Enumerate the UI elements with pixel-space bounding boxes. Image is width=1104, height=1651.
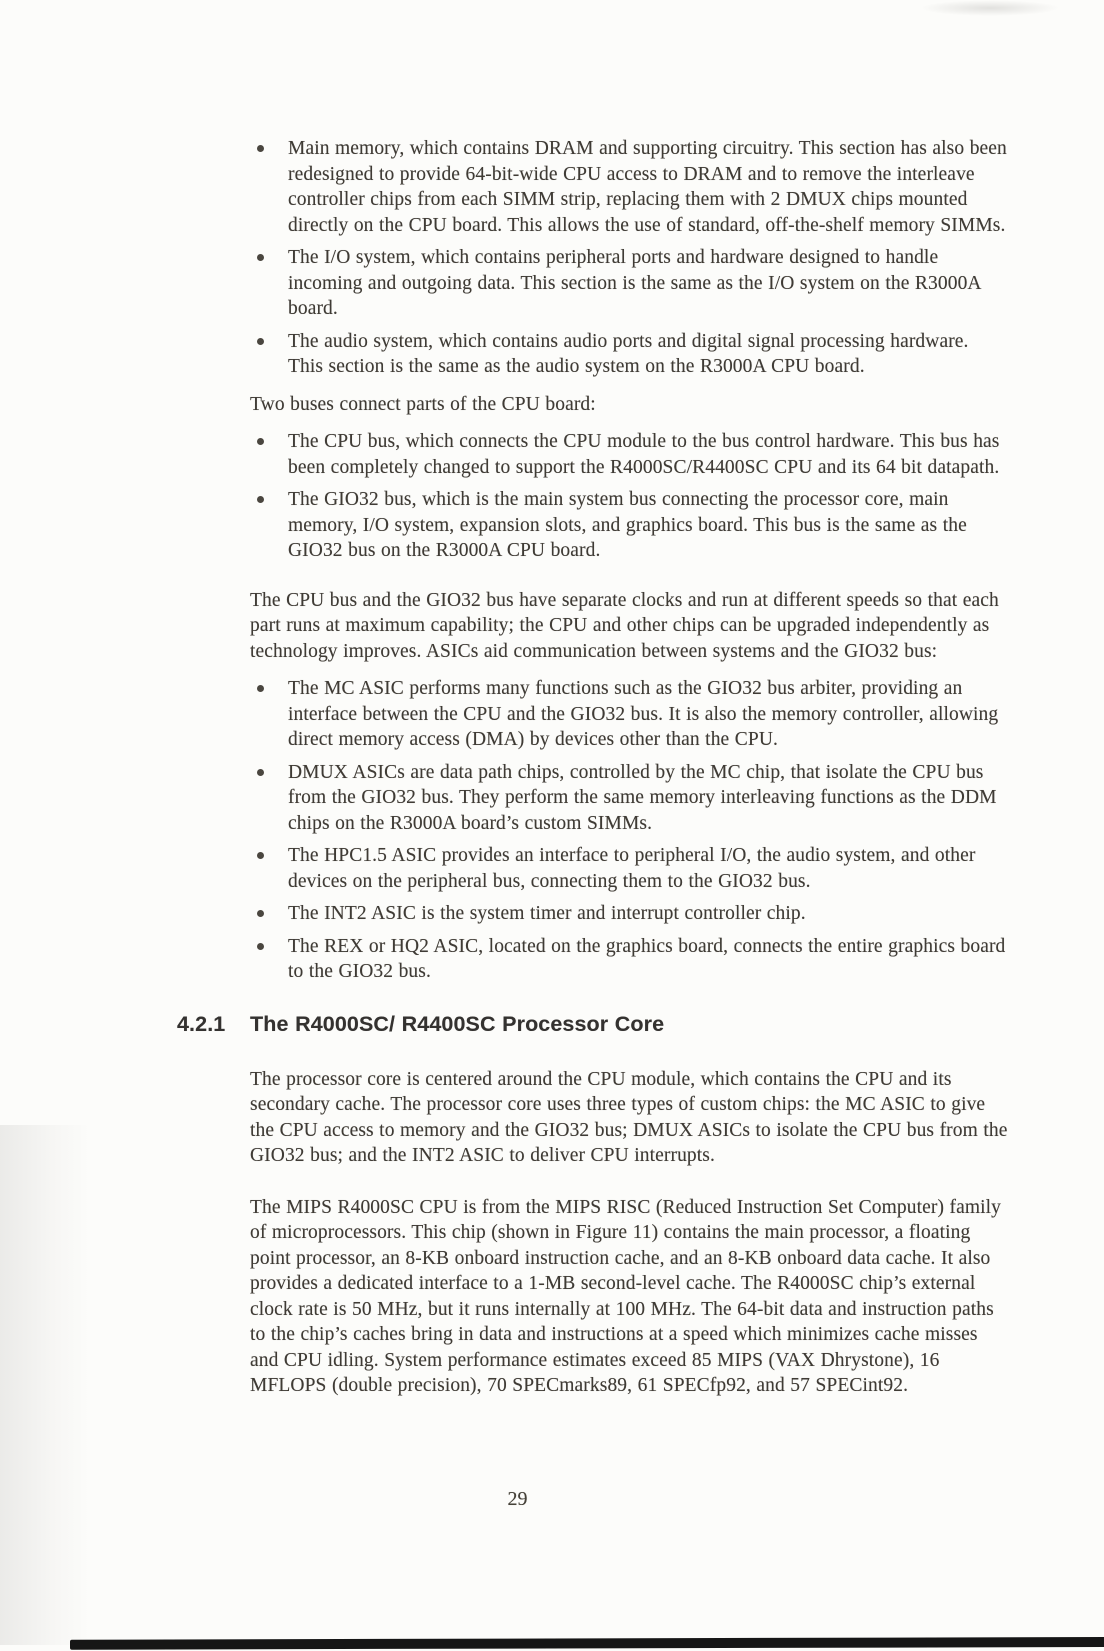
list-item-text: The CPU bus, which connects the CPU module to the bus control hardware. This bus has been completely changed to support the R4000SC/R4400SC CPU and its 64 bit datapath. [288,431,1000,478]
clocks-paragraph: The CPU bus and the GIO32 bus have separate clocks and run at different speeds so that each part runs at maximum capability; the CPU and other chips can be upgraded independently as technology improves. ASICs aid communication between systems and the GIO32 bus: [250,589,999,662]
list-item [250,843,1008,894]
section-title: The R4000SC/ R4400SC Processor Core [250,1011,665,1036]
asics-list [250,676,1008,985]
system-sections-list [250,136,1008,380]
bullet-icon [257,145,264,152]
list-item-text: The INT2 ASIC is the system timer and interrupt controller chip. [288,903,806,924]
list-item [250,245,1008,322]
section-heading [177,1011,1008,1037]
bullet-icon [257,685,264,692]
list-item [250,136,1008,238]
list-item-text: The MC ASIC performs many functions such as the GIO32 bus arbiter, providing an interface between the CPU and the GIO32 bus. It is also the memory controller, allowing direct memory access (DMA) by devices other than the CPU. [288,678,999,750]
list-item-text: Main memory, which contains DRAM and supporting circuitry. This section has also been redesigned to provide 64-bit-wide CPU access to DRAM and to remove the interleave controller chips from each SIMM strip, replacing them with 2 DMUX chips mounted directly on the CPU board. This allows the use of standard, off-the-shelf memory SIMMs. [288,138,1007,236]
list-item-text: The HPC1.5 ASIC provides an interface to peripheral I/O, the audio system, and other devices on the peripheral bus, connecting them to the GIO32 bus. [288,845,976,892]
list-item [250,901,1008,927]
mips-cpu-paragraph: The MIPS R4000SC CPU is from the MIPS RISC (Reduced Instruction Set Computer) family of microprocessors. This chip (shown in Figure 11) contains the main processor, a floating point processor, an 8-KB onboard instruction cache, and an 8-KB onboard data cache. It also provides a dedicated interface to a 1-MB second-level cache. The R4000SC chip’s external clock rate is 50 MHz, but it runs internally at 100 MHz. The 64-bit data and instruction paths to the chip’s caches bring in data and instructions at a speed which minimizes cache misses and CPU idling. System performance estimates exceed 85 MIPS (VAX Dhrystone), 16 MFLOPS (double precision), 70 SPECmarks89, 61 SPECfp92, and 57 SPECint92. [250,1196,1002,1396]
bullet-icon [257,769,264,776]
bullet-icon [257,943,264,950]
list-item [250,487,1008,564]
list-item-text: The I/O system, which contains peripheral ports and hardware designed to handle incoming and outgoing data. This section is the same as the I/O system on the R3000A board. [288,247,981,319]
page-number: 29 [507,1488,528,1510]
list-item-text: The GIO32 bus, which is the main system bus connecting the processor core, main memory, I/O system, expansion slots, and graphics board. This bus is the same as the GIO32 bus on the R3000A CPU board. [288,489,967,561]
list-item-text: The REX or HQ2 ASIC, located on the graphics board, connects the entire graphics board to the GIO32 bus. [288,935,1006,982]
scan-bottom-edge-artifact [70,1637,1104,1650]
list-item [250,760,1008,837]
list-item [250,934,1008,985]
bullet-icon [257,910,264,917]
buses-intro-paragraph: Two buses connect parts of the CPU board: [250,393,596,415]
list-item [250,676,1008,753]
list-item-text: The audio system, which contains audio ports and digital signal processing hardware. This section is the same as the audio system on the R3000A CPU board. [288,330,969,377]
bullet-icon [257,852,264,859]
bullet-icon [257,438,264,445]
bullet-icon [257,338,264,345]
bullet-icon [257,254,264,261]
buses-list [250,429,1008,564]
list-item [250,429,1008,480]
section-number: 4.2.1 [177,1011,226,1036]
list-item [250,329,1008,380]
list-item-text: DMUX ASICs are data path chips, controlled by the MC chip, that isolate the CPU bus from the GIO32 bus. They perform the same memory interleaving functions as the DDM chips on the R3000A board’s custom SIMMs. [288,761,997,834]
processor-core-paragraph: The processor core is centered around the CPU module, which contains the CPU and its secondary cache. The processor core uses three types of custom chips: the MC ASIC to give the CPU access to memory and the GIO32 bus; DMUX ASICs to isolate the CPU bus from the GIO32 bus; and the INT2 ASIC to deliver CPU interrupts. [250,1068,1008,1166]
bullet-icon [257,496,264,503]
